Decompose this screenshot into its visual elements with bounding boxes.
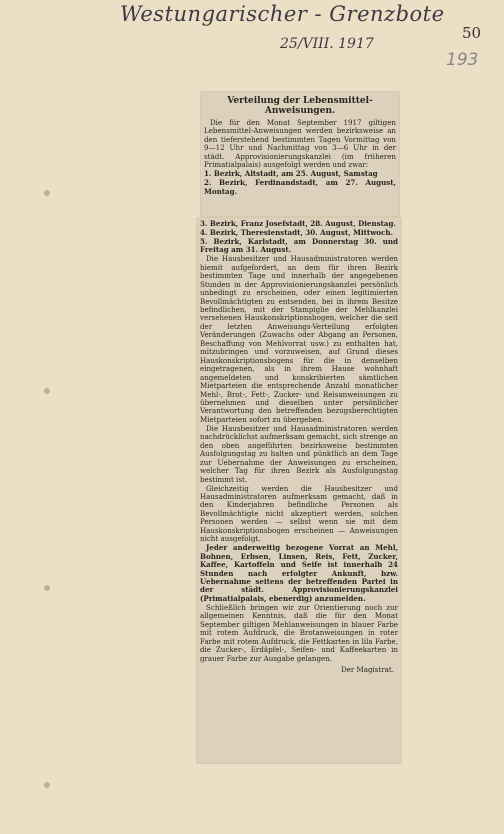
newspaper-clipping-main bbox=[197, 218, 401, 763]
schedule-item: 3. Bezirk, Franz Josefstadt, 28. August, Dienstag. bbox=[200, 219, 396, 228]
schedule-item: 4. Bezirk, Theresienstadt, 30. August, Mittwoch. bbox=[200, 227, 393, 237]
punch-hole bbox=[44, 782, 50, 788]
newspaper-clipping-top bbox=[201, 92, 399, 216]
clipping-paragraph: Gleichzeitig werden die Hausbesitzer und Hausadministratoren aufmerksam gemacht, daß in den Kinderjahren befindliche Personen als Bevollmächtigte nicht akzeptiert werden, solchen Personen werden — selbst wenn sie mit dem Hauskonskriptionsbogen erscheinen — Anweisungen nicht ausgefolgt. bbox=[200, 483, 398, 544]
punch-hole bbox=[44, 585, 50, 591]
clipping-paragraph: Die Hausbesitzer und Hausadministratoren werden nachdrücklichst aufmerksam gemacht, sich strenge an den oben angeführten bezirksweise bestimmten Ausfolgungstag zu halten und pünktlich an dem Tage zur Uebernahme der Anweisungen zu erscheinen, welcher Tag für ihren Bezirk als Ausfolgungstag bestimmt ist. bbox=[200, 423, 398, 484]
clipping-paragraph: Schließlich bringen wir zur Orientierung noch zur allgemeinen Kenntnis, daß die für den Monat September giltigen Mehlanweisungen in blauer Farbe mit rotem Aufdruck, die Brotanweisungen in roter Farbe mit rotem Aufdruck, die Fettkarten in lila Farbe, die Zucker-, Erdäpfel-, Seifen- und Kaffeekarten in grauer Farbe zur Ausgabe gelangen. bbox=[200, 602, 398, 663]
schedule-item: 2. Bezirk, Ferdinandstadt, am 27. August, Montag. bbox=[204, 178, 396, 196]
schedule-item: 5. Bezirk, Karlstadt, am Donnerstag 30. und Freitag am 31. August. bbox=[200, 236, 398, 255]
clipping-intro: Die für den Monat September 1917 giltigen Lebensmittel-Anweisungen werden bezirksweise an den tieferstehend bestimmten Tagen Vormittag von 9—12 Uhr und Nachmittag von 3—6 Uhr in der städt. Approvisionierungskanzlei (im früheren Primatialpalais) ausgefolgt werden und zwar: bbox=[204, 118, 396, 170]
clipping-paragraph: Jeder anderweitig bezogene Vorrat an Mehl, Bohnen, Erbsen, Linsen, Reis, Fett, Zucker, Kaffee, Kartoffeln und Seife ist innerhalb 24 Stunden nach erfolgter Ankunft, bzw. Uebernahme seitens der betreffenden Partei in der städt. Approvisionierungskanzlei (Primatialpalais, ebenerdig) anzumelden. bbox=[200, 543, 398, 603]
clipping-paragraph: Die Hausbesitzer und Hausadministratoren werden hiemit aufgefordert, an dem für ihren Bezirk bestimmten Tage und innerhalb der angegebenen Stunden in der Approvisionierungskanzlei persönlich unbedingt zu erscheinen, oder einen legitimierten Bevollmächtigten zu entsenden, bei in ihrem Besitze befindlichen, mit der Stampiglie der Mehlkanzlei versehenen Hauskonskriptionsbogen, welcher die seit der letzten Anweisungs-Verteilung erfolgten Veränderungen (Zuwachs oder Abgang an Personen, Beschaffung von Mehlvorrat usw.) zu enthalten hat, mitzubringen und vorzuweisen, auf Grund dieses Hauskonskriptionsbogens für die in denselben eingetragenen, als in ihrem Hause wohnhaft angemeldeten und konskribierten sämtlichen Mietparteien die entsprechende Anzahl monatlicher Mehl-, Brot-, Fett-, Zucker- und Reisanweisungen zu übernehmen und dieselben unter persönlicher Verantwortung den betreffenden bezugsberechtigten Mietparteien sofort zu übergeben. bbox=[200, 254, 398, 424]
handwritten-date: 25/VIII. 1917 bbox=[280, 36, 374, 52]
page-number: 50 bbox=[462, 24, 482, 42]
clipping-signature: Der Magistrat. bbox=[340, 665, 394, 675]
clipping-title: Verteilung der Lebensmittel-Anweisungen. bbox=[227, 96, 373, 116]
handwritten-newspaper-name: Westungarischer - Grenzbote bbox=[120, 2, 445, 26]
schedule-item: 1. Bezirk, Altstadt, am 25. August, Samstag bbox=[204, 169, 378, 179]
punch-hole bbox=[44, 190, 50, 196]
archive-number: 193 bbox=[446, 50, 479, 70]
punch-hole bbox=[44, 388, 50, 394]
